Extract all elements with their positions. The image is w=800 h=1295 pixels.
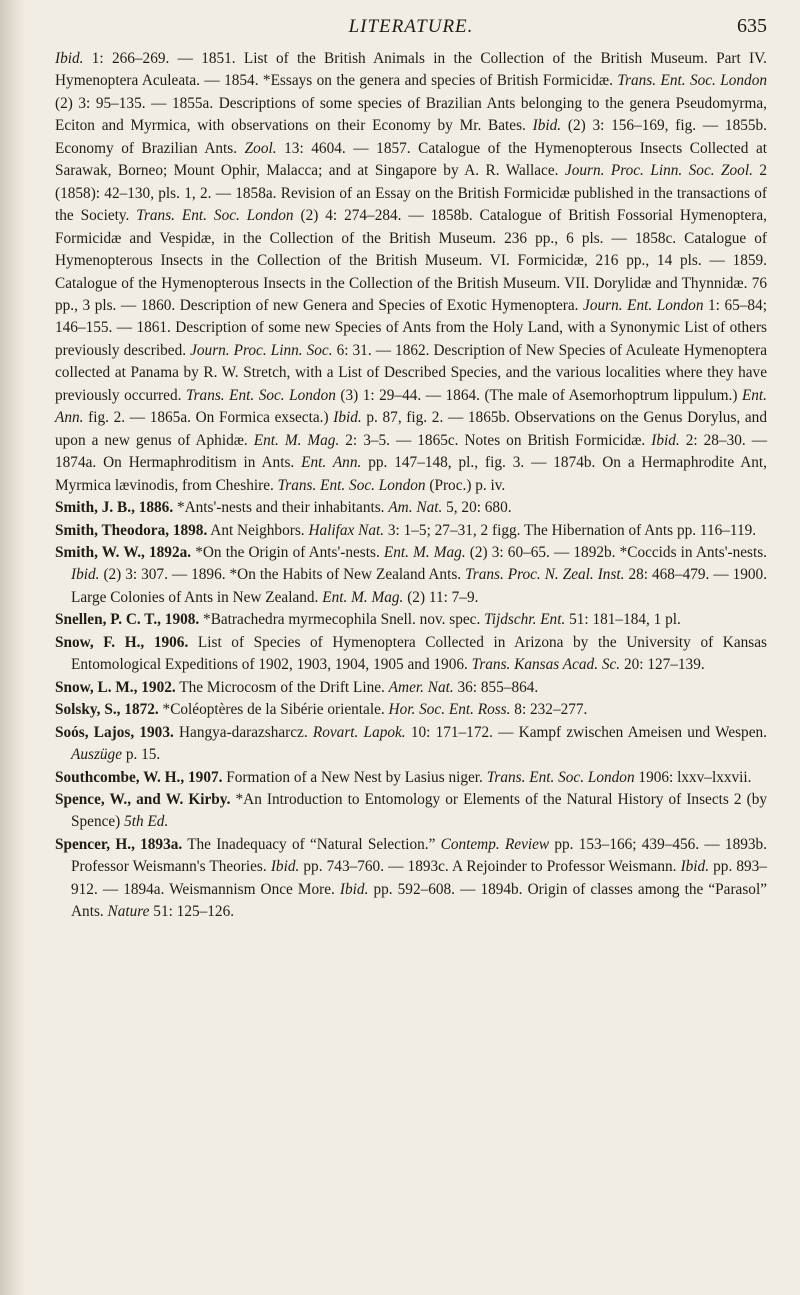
entry-text: 1: 65–84; 146–155. — 1861. Description of some new Species of Ants from the Holy Land, with a Synonymic List of others previously described. [55,296,767,359]
journal-citation: Nature [107,903,150,921]
entry-text: *Batrachedra myrmecophila Snell. nov. spec. [199,611,485,629]
bibliography-entry [55,699,767,721]
page-number: 635 [737,15,767,37]
entry-text: Hangya-darazsharcz. [173,723,313,741]
entry-text: pp. 592–608. — 1894b. Origin of classes among the “Parasol” Ants. [71,880,767,921]
journal-citation: Trans. Kansas Acad. Sc. [471,656,621,674]
journal-citation: Journ. Proc. Linn. Soc. [190,341,333,359]
journal-citation: Journ. Ent. London [583,296,704,314]
page-header [55,14,767,48]
entry-text: 2: 28–30. — 1874a. On Hermaphroditism in Ants. [55,431,767,472]
journal-citation: Trans. Ent. Soc. London [136,207,294,225]
entry-author: Solsky, S., 1872. [55,701,159,719]
entry-text: (2) 3: 156–169, fig. — 1855b. Economy of Brazilian Ants. [55,117,767,157]
entry-text: 13: 4604. — 1857. Catalogue of the Hymenopterous Insects Collected at Sarawak, Borneo; Mount Ophir, Malacca; and at Singapore by A. R. Wallace. [55,139,768,180]
journal-citation: 5th Ed. [124,813,169,831]
entry-text: *Ants'-nests and their inhabitants. [173,499,389,517]
entry-author: Snellen, P. C. T., 1908. [55,611,200,629]
entry-text: Formation of a New Nest by Lasius niger. [222,768,487,786]
journal-citation: Trans. Ent. Soc. London [277,476,426,494]
journal-citation: Ibid. [680,858,710,876]
entry-text: 1906: lxxv–lxxvii. [634,768,752,786]
entry-text: *On the Origin of Ants'-nests. [191,543,384,561]
bibliography-list [55,48,767,924]
entry-text: *An Introduction to Entomology or Elements of the Natural History of Insects 2 (by Spence) [71,790,767,831]
entry-text: 36: 855–864. [453,678,539,696]
entry-text: 5, 20: 680. [442,499,512,517]
journal-citation: Trans. Proc. N. Zeal. Inst. [465,566,625,584]
bibliography-entry [55,722,767,767]
entry-text: 51: 181–184, 1 pl. [565,611,681,629]
entry-text: The Inadequacy of “Natural Selection.” [182,835,441,853]
entry-text: 8: 232–277. [510,701,588,719]
entry-text: pp. 153–166; 439–456. — 1893b. Professor Weismann's Theories. [71,835,767,876]
binding-gutter [0,0,26,1295]
bibliography-entry-continued [55,48,767,497]
entry-text: Ant Neighbors. [207,521,309,539]
journal-citation: Ibid. [651,431,680,449]
entry-text: fig. 2. — 1865a. On Formica exsecta.) [83,409,334,427]
entry-text: (2) 3: 95–135. — 1855a. Descriptions of some species of Brazilian Ants belonging to the genera Pseudomyrma, Eciton and Myrmica, with observations on their Economy by Mr. Bates. [55,94,767,135]
journal-citation: Ent. M. Mag. [322,588,404,606]
bibliography-entry [55,609,767,631]
entry-author: Soós, Lajos, 1903. [55,723,174,741]
entry-author: Smith, W. W., 1892a. [55,543,192,561]
entry-text: p. 87, fig. 2. — 1865b. Observations on the Genus Dorylus, and upon a new genus of Aphidæ. [55,409,767,449]
book-page [55,14,767,924]
entry-text: (2) 3: 307. — 1896. *On the Habits of New Zealand Ants. [99,566,466,584]
entry-author: Smith, J. B., 1886. [55,499,174,517]
entry-text: (3) 1: 29–44. — 1864. (The male of Asemorhoptrum lippulum.) [335,386,742,404]
entry-text: (2) 11: 7–9. [403,588,479,606]
bibliography-entry [55,834,767,924]
journal-citation: Tijdschr. Ent. [484,611,566,629]
entry-text: pp. 147–148, pl., fig. 3. — 1874b. On a Hermaphrodite Ant, Myrmica lævinodis, from Cheshire. [55,454,767,494]
entry-text: 1: 266–269. — 1851. List of the British Animals in the Collection of the British Museum. Part IV. Hymenoptera Aculeata. — 1854. *Essays on the genera and species of British Formicidæ. [55,50,767,90]
bibliography-entry [55,632,767,677]
entry-author: Spence, W., and W. Kirby. [55,790,231,808]
journal-citation: Ibid. [333,409,362,427]
entry-text: 51: 125–126. [149,903,235,921]
bibliography-entry [55,677,767,699]
journal-citation: Trans. Ent. Soc. London [617,72,768,90]
entry-author: Spencer, H., 1893a. [55,835,183,853]
entry-text: (2) 3: 60–65. — 1892b. *Coccids in Ants'-nests. [465,543,768,561]
entry-author: Southcombe, W. H., 1907. [55,768,223,786]
journal-citation: Ibid. [71,566,100,584]
journal-citation: Rovart. Lapok. [312,723,406,741]
entry-text: pp. 743–760. — 1893c. A Rejoinder to Professor Weismann. [299,858,681,876]
entry-text: The Microcosm of the Drift Line. [175,678,389,696]
running-title: LITERATURE. [348,16,474,37]
bibliography-entry [55,497,767,519]
journal-citation: Ibid. [532,117,562,135]
entry-text: p. 15. [122,746,161,764]
journal-citation: Ent. Ann. [301,454,362,472]
journal-citation: Auszüge [71,746,122,764]
entry-text: (2) 4: 274–284. — 1858b. Catalogue of British Fossorial Hymenoptera, Formicidæ and Vespidæ, in the Collection of the British Museum. 236 pp., 6 pls. — 1858c. Catalogue of Hymenopterous Insects in the Collection of the British Museum. VI. Formicidæ, 216 pp., 14 pls. — 1859. Catalogue of the Hymenopterous Insects in the Collection of the British Museum. VII. Dorylidæ and Thynnidæ. 76 pp., 3 pls. — 1860. Description of new Genera and Species of Exotic Hymenoptera. [55,207,768,314]
entry-text: *Coléoptères de la Sibérie orientale. [158,701,389,719]
journal-citation: Trans. Ent. Soc. London [486,768,635,786]
entry-text: 3: 1–5; 27–31, 2 figg. The Hibernation of Ants pp. 116–119. [384,521,757,539]
journal-citation: Ent. M. Mag. [253,431,340,449]
journal-citation: Ent. M. Mag. [383,543,466,561]
journal-citation: Zool. [244,139,277,157]
journal-citation: Halifax Nat. [308,521,385,539]
journal-citation: Hor. Soc. Ent. Ross. [388,701,511,719]
bibliography-entry [55,542,767,609]
journal-citation: Ent. Ann. [55,386,768,427]
entry-text: List of Species of Hymenoptera Collected in Arizona by the University of Kansas Entomological Expeditions of 1902, 1903, 1904, 1905 and 1906. [71,633,767,674]
journal-citation: Ibid. [270,858,300,876]
entry-text: 2: 3–5. — 1865c. Notes on British Formicidæ. [339,431,652,449]
journal-citation: Ibid. [339,880,369,898]
journal-citation: Amer. Nat. [388,678,454,696]
bibliography-entry [55,767,767,789]
entry-author: Smith, Theodora, 1898. [55,521,208,539]
journal-citation: Journ. Proc. Linn. Soc. Zool. [564,162,753,180]
entry-text: 10: 171–172. — Kampf zwischen Ameisen und Wespen. [405,723,767,741]
entry-text: 6: 31. — 1862. Description of New Species of Aculeate Hymenoptera collected at Panama by R. W. Stretch, with a List of Described Species, and the various localities where they have previously occurred. [55,341,767,404]
entry-text: (Proc.) p. iv. [425,476,506,494]
journal-citation: Trans. Ent. Soc. London [185,386,336,404]
journal-citation: Ibid. [55,50,84,67]
entry-text: 20: 127–139. [620,656,705,674]
entry-text: 28: 468–479. — 1900. Large Colonies of Ants in New Zealand. [71,566,768,606]
bibliography-entry [55,520,767,542]
journal-citation: Am. Nat. [388,499,443,517]
entry-text: pp. 893–912. — 1894a. Weismannism Once More. [71,858,767,898]
entry-author: Snow, F. H., 1906. [55,633,189,651]
entry-text: 2 (1858): 42–130, pls. 1, 2. — 1858a. Revision of an Essay on the British Formicidæ published in the transactions of the Society. [55,162,768,225]
bibliography-entry [55,789,767,834]
entry-author: Snow, L. M., 1902. [55,678,176,696]
journal-citation: Contemp. Review [440,835,550,853]
